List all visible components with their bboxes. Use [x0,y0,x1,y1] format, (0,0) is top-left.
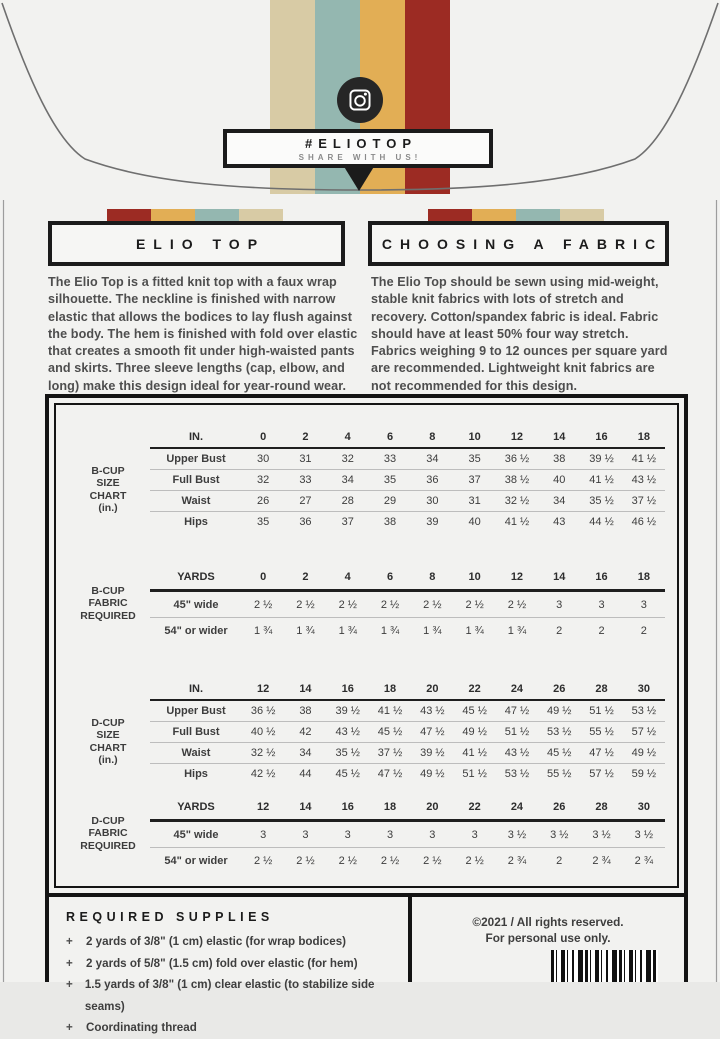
table-cell: 54" or wider [164,854,228,867]
table-cell: 2 ½ [253,598,273,611]
table-cell: 2 ½ [465,598,484,611]
table-cell: IN. [188,431,204,443]
table-cell: 24 [510,800,524,813]
table-cell: 1 ¾ [465,624,484,637]
table-cell: 18 [637,570,650,583]
table-cell: 3 ½ [592,828,611,841]
b-cup-fabric-required [66,564,665,643]
table-cell: Hips [184,768,208,780]
table-cell: 2 ½ [423,598,442,611]
table-cell: 41 ½ [377,705,403,717]
required-supplies-list [66,931,398,1039]
table-cell: Upper Bust [166,453,226,465]
table-cell: 2 [640,624,647,637]
table-cell: 3 ½ [507,828,527,841]
table-cell: 6 [386,431,394,443]
table-row [150,701,665,721]
table-cell: 14 [553,431,566,443]
table-cell: 3 ½ [634,828,654,841]
supplies-item-text: 2 yards of 5/8" (1.5 cm) fold over elastic (for hem) [86,956,358,970]
table-cell: 14 [553,570,566,583]
table-cell: 18 [637,431,650,443]
instagram-icon [337,77,383,123]
table-cell: 39 ½ [420,747,445,759]
group-label-line: D-CUP [91,814,125,827]
table-cell: 4 [344,431,351,443]
table-cell: 2 [556,624,563,637]
elio-top-description: The Elio Top is a fitted knit top with a faux wrap silhouette. The neckline is finished with narrow elastic that allows the bodices to lay flush against the body. The hem is finished with fold over elastic that creates a smooth fit under high-waisted pants and skirts. Three sleeve lengths (cap, elbow, and long) make this design ideal for year-round wear. [48,275,358,393]
table-cell: 33 [299,474,312,486]
group-label-line: REQUIRED [80,839,136,852]
table-cell: 2 ¾ [507,854,527,867]
title-text: ELIO TOP [135,235,266,252]
table-cell: 12 [257,800,270,813]
supplies-item-text: Coordinating thread [86,1021,197,1034]
stripe-gold [151,209,195,221]
table-cell: 39 [426,516,439,528]
table-cell: 22 [468,800,481,813]
table-cell: 1 ¾ [380,624,400,637]
table-cell: 41 ½ [631,453,657,465]
table-row [150,469,665,490]
table-cell: 43 ½ [420,705,445,717]
group-label-line: SIZE [96,729,120,741]
group-label-line: (in.) [98,502,118,514]
table-rows [150,794,665,873]
bottom-strip [45,897,688,1034]
table-cell: 39 ½ [589,453,614,465]
hashtag-banner [223,129,493,168]
table-cell: 37 ½ [631,495,657,507]
table-cell: 1 ¾ [296,624,315,637]
group-label-line: (in.) [98,754,118,766]
table-cell: 3 [471,828,478,841]
table-rows [150,679,665,784]
table-cell: 2 [302,431,309,443]
table-cell: 43 ½ [631,474,657,486]
section-title-choosing-a-fabric [368,221,669,266]
table-cell: 47 ½ [420,726,445,738]
table-cell: 40 ½ [250,726,276,738]
table-cell: 40 [468,516,481,528]
stripe-teal [516,209,560,221]
table-cell: 3 [429,828,436,841]
table-cell: 38 ½ [504,474,530,486]
table-cell: 43 ½ [335,726,360,738]
table-row [150,847,665,873]
table-rows [150,564,665,643]
table-cell: 2 [598,624,605,637]
group-label-line: CHART [89,489,127,502]
table-cell: 2 ½ [380,854,400,867]
table-cell: 2 ½ [296,854,315,867]
table-cell: 30 [637,683,650,695]
table-cell: 4 [344,570,351,583]
table-cell: 31 [299,453,312,465]
table-row [150,511,665,532]
table-cell: 49 ½ [462,726,487,738]
table-cell: 44 ½ [589,516,614,528]
plus-bullet: + [66,956,73,970]
table-cell: 3 [344,828,351,841]
table-cell: 37 ½ [377,747,403,759]
table-cell: 3 [260,828,267,841]
plus-bullet: + [66,1021,73,1034]
table-cell: YARDS [177,800,215,813]
table-cell: 45 ½ [462,705,487,717]
table-cell: 2 ½ [296,598,315,611]
table-cell: 30 [257,453,270,465]
table-cell: 51 ½ [589,705,614,717]
table-cell: Hips [184,516,208,528]
table-cell: 35 [383,474,397,486]
table-cell: 49 ½ [547,705,572,717]
required-supplies-box [49,897,412,1034]
supplies-item-text: 2 yards of 3/8" (1 cm) elastic (for wrap bodices) [86,935,346,948]
table-cell: 12 [510,570,524,583]
table-cell: 8 [429,431,436,443]
table-cell: 35 ½ [589,495,614,507]
table-cell: 26 [553,683,566,695]
table-cell: 28 [341,495,354,507]
table-cell: 3 [302,828,309,841]
table-cell: 2 [302,570,309,583]
copyright-area [412,897,684,982]
supplies-item [66,974,398,1017]
table-cell: 12 [257,683,270,695]
table-cell: 53 ½ [504,768,530,780]
table-cell: 2 ½ [465,854,484,867]
table-cell: 18 [383,800,397,813]
table-cell: 28 [595,683,608,695]
d-cup-size-chart [66,679,665,784]
table-cell: 16 [341,800,354,813]
table-cell: 54" or wider [164,624,228,637]
table-cell: 39 ½ [335,705,360,717]
table-cell: 38 [383,516,397,528]
table-cell: 2 ¾ [592,854,611,867]
table-cell: 6 [386,570,394,583]
table-group-label [66,427,150,532]
table-cell: 42 [299,726,312,738]
group-label-line: CHART [89,741,127,754]
table-row [150,763,665,784]
stripe-tan [560,209,604,221]
table-cell: 30 [426,495,439,507]
table-cell: 1 ¾ [507,624,527,637]
table-cell: 44 [299,768,312,780]
table-row [150,721,665,742]
table-cell: 26 [257,495,270,507]
table-cell: 12 [510,431,524,443]
group-label-line: SIZE [96,477,120,489]
table-cell: 34 [426,453,439,465]
stripe-teal [195,209,239,221]
table-cell: 36 [299,516,312,528]
table-cell: 34 [299,747,312,759]
table-cell: Full Bust [172,474,220,486]
table-rows [150,427,665,532]
supplies-item-text: 1.5 yards of 3/8" (1 cm) clear elastic (to stabilize side seams) [84,978,375,1013]
table-group-label [66,679,150,784]
table-cell: 43 ½ [504,747,530,759]
d-cup-fabric-required [66,794,665,873]
share-with-us-text: SHARE WITH US! [298,152,422,162]
table-cell: 36 [426,474,439,486]
table-cell: 2 ½ [507,598,527,611]
table-cell: 35 [468,453,481,465]
table-cell: 43 [553,516,566,528]
b-cup-size-chart [66,427,665,532]
table-cell: 45" wide [173,598,219,611]
plus-bullet: + [66,935,73,948]
stripe-gold [472,209,516,221]
table-cell: 29 [383,495,397,507]
plus-bullet: + [66,978,73,991]
group-label-line: REQUIRED [80,609,136,622]
table-cell: 36 ½ [504,453,530,465]
table-header-row [150,794,665,822]
table-cell: 32 ½ [250,747,276,759]
table-cell: 34 [553,495,566,507]
table-row [150,592,665,617]
stripe-red [428,209,472,221]
table-cell: 38 [299,705,312,717]
mini-stripes-right [428,209,604,221]
table-cell: 2 ½ [380,598,400,611]
table-cell: 32 [341,453,354,465]
table-cell: 59 ½ [631,768,657,780]
table-row [150,822,665,847]
table-cell: Waist [181,495,211,507]
required-supplies-title: REQUIRED SUPPLIES [66,910,274,924]
table-cell: 53 ½ [547,726,572,738]
table-cell: Upper Bust [166,705,226,717]
table-cell: YARDS [177,570,215,583]
copyright-line1: ©2021 / All rights reserved. [472,915,624,929]
table-cell: 22 [468,683,481,695]
supplies-item [66,1017,398,1039]
table-cell: 27 [299,495,312,507]
table-cell: 16 [595,570,608,583]
table-cell: 38 [553,453,566,465]
table-cell: 3 [386,828,394,841]
table-cell: 16 [341,683,354,695]
hashtag-text: #ELIOTOP [304,135,418,151]
table-cell: 57 ½ [631,726,657,738]
table-cell: 10 [468,570,481,583]
flap-tip-triangle [343,165,375,191]
table-cell: 10 [468,431,481,443]
table-header-row [150,679,665,701]
table-cell: 1 ¾ [423,624,442,637]
table-cell: 3 [598,598,605,611]
table-cell: 40 [553,474,566,486]
group-label-line: B-CUP [91,464,125,477]
table-cell: 18 [383,683,397,695]
table-cell: 32 [257,474,270,486]
group-label-line: FABRIC [88,827,128,840]
table-cell: 2 ½ [253,854,273,867]
table-cell: 41 ½ [589,474,614,486]
table-cell: 55 ½ [589,726,614,738]
table-cell: 3 [640,598,647,611]
table-cell: 35 [257,516,270,528]
table-cell: 3 ½ [550,828,569,841]
table-cell: 2 ½ [423,854,442,867]
table-cell: IN. [188,683,204,695]
stripe-red [107,209,151,221]
table-cell: 20 [426,800,439,813]
table-cell: 45" wide [173,828,219,841]
table-cell: 2 [556,854,563,867]
table-cell: 28 [595,800,608,813]
table-cell: 51 ½ [462,768,487,780]
table-cell: 57 ½ [589,768,614,780]
table-cell: 37 [468,474,481,486]
table-cell: Waist [181,747,211,759]
table-cell: 55 ½ [547,768,572,780]
table-cell: 1 ¾ [253,624,273,637]
group-label-line: D-CUP [91,716,125,729]
table-row [150,742,665,763]
mini-stripes-left [107,209,283,221]
table-cell: 8 [429,570,436,583]
table-cell: 32 ½ [504,495,530,507]
table-cell: 41 ½ [462,747,487,759]
table-header-row [150,427,665,449]
table-cell: 24 [510,683,524,695]
group-label-line: B-CUP [91,584,125,597]
section-title-elio-top [48,221,345,266]
table-row [150,490,665,511]
group-label-line: FABRIC [88,597,128,610]
table-cell: 45 ½ [377,726,403,738]
table-cell: 3 [556,598,563,611]
table-cell: 2 ½ [338,854,357,867]
supplies-item [66,953,398,975]
barcode [551,950,658,982]
supplies-item [66,931,398,953]
table-cell: 37 [341,516,354,528]
size-charts-box [45,394,688,897]
title-text: CHOOSING A FABRIC [381,235,664,252]
size-charts-inner [54,403,679,888]
table-cell: 42 ½ [250,768,276,780]
table-cell: 51 ½ [504,726,530,738]
table-cell: 34 [341,474,354,486]
copyright-line2: For personal use only. [485,931,611,945]
table-group-label [66,794,150,873]
table-cell: 47 ½ [589,747,614,759]
table-group-label [66,564,150,643]
table-cell: 45 ½ [547,747,572,759]
table-cell: 31 [468,495,481,507]
table-cell: 2 ½ [338,598,357,611]
table-cell: 0 [260,570,267,583]
table-cell: 45 ½ [335,768,360,780]
table-cell: 53 ½ [631,705,657,717]
table-row [150,449,665,469]
table-header-row [150,564,665,592]
table-cell: 2 ¾ [634,854,654,867]
fabric-description: The Elio Top should be sewn using mid-weight, stable knit fabrics with lots of stretch and recovery. Cotton/spandex fabric is ideal. Fabric should have at least 50% four way stretch. Fabrics weighing 9 to 12 ounces per square yard are recommended. Lightweight knit fabrics are not recommended for this design. [371,275,668,393]
table-cell: 47 ½ [504,705,530,717]
table-cell: 14 [299,683,312,695]
table-cell: 36 ½ [250,705,276,717]
table-cell: Full Bust [172,726,220,738]
table-cell: 47 ½ [377,768,403,780]
table-cell: 0 [260,431,267,443]
table-cell: 30 [637,800,650,813]
table-cell: 20 [426,683,439,695]
table-cell: 26 [553,800,566,813]
table-cell: 33 [383,453,397,465]
table-cell: 1 ¾ [338,624,357,637]
table-cell: 49 ½ [420,768,445,780]
table-cell: 41 ½ [504,516,530,528]
table-row [150,617,665,643]
table-cell: 49 ½ [631,747,657,759]
table-cell: 46 ½ [631,516,657,528]
table-cell: 16 [595,431,608,443]
table-cell: 35 ½ [335,747,360,759]
stripe-tan [239,209,283,221]
table-cell: 14 [299,800,312,813]
